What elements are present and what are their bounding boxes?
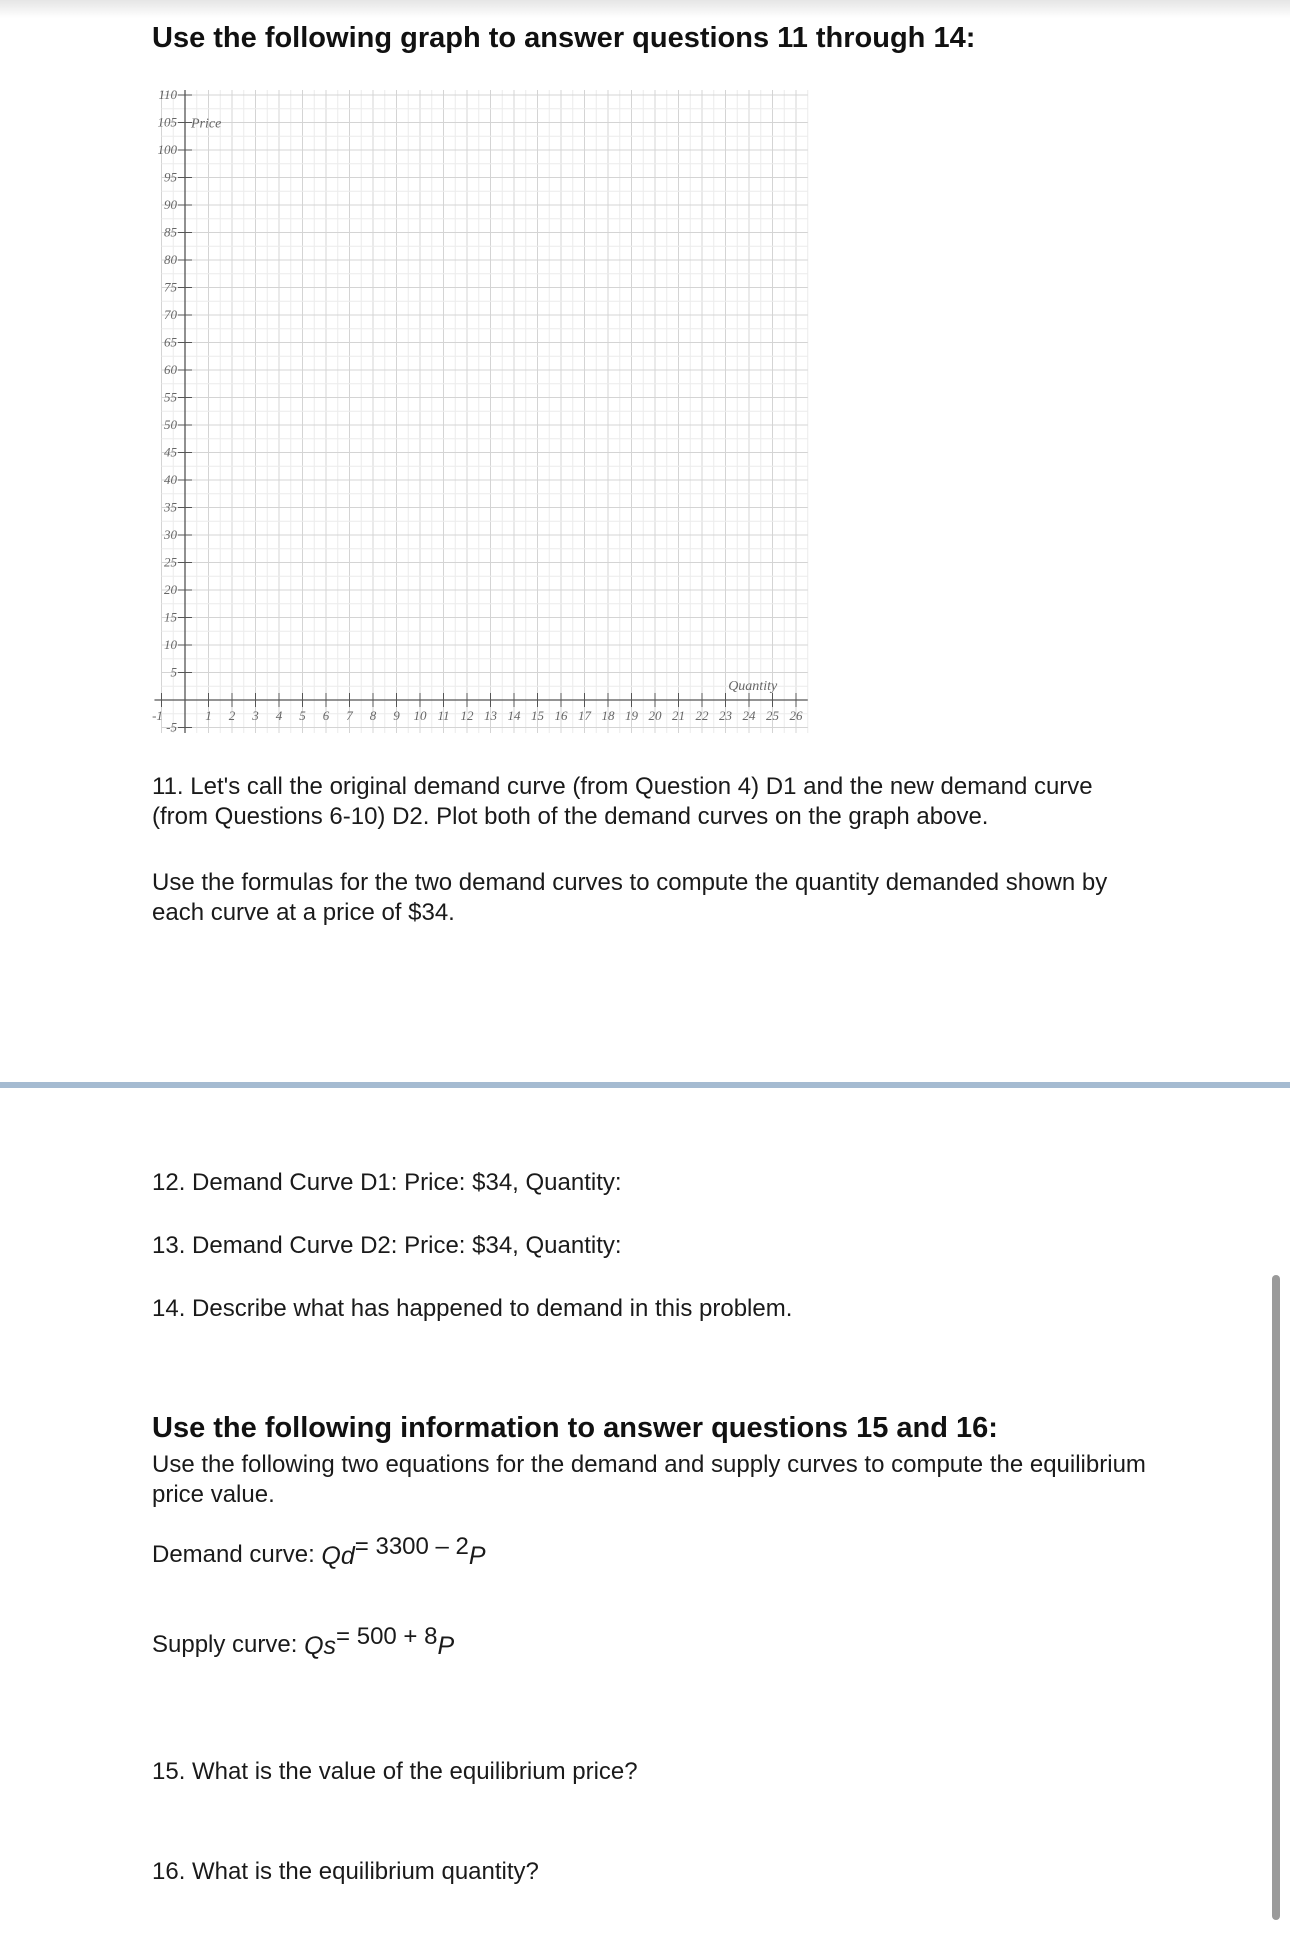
question-16: 16. What is the equilibrium quantity? [152, 1858, 539, 1885]
y-tick-label: 45 [164, 444, 177, 460]
x-tick-label: 1 [205, 708, 212, 723]
y-tick-label: 15 [164, 609, 177, 625]
equilibrium-instruction: Use the following two equations for the demand and supply curves to compute the equilibrium price value. [152, 1451, 1146, 1508]
demand-equation-variable: Qd [321, 1542, 355, 1570]
x-tick-label: 3 [252, 708, 259, 723]
blank-graph[interactable] [140, 90, 810, 750]
y-tick-label: 65 [164, 334, 177, 350]
y-tick-label: 40 [164, 472, 177, 487]
y-tick-label: 10 [164, 637, 177, 652]
y-axis-label: Price [191, 116, 222, 132]
y-tick-label: -5 [166, 719, 177, 735]
question-11-instruction: Use the formulas for the two demand curves to compute the quantity demanded shown by each curve at a price of $34. [152, 869, 1108, 926]
x-tick-label: 21 [672, 708, 685, 723]
section-heading-equilibrium: Use the following information to answer questions 15 and 16: [152, 1412, 998, 1444]
x-tick-label: 11 [437, 708, 450, 723]
y-tick-label: 95 [164, 169, 177, 185]
question-13: 13. Demand Curve D2: Price: $34, Quantity: [152, 1232, 622, 1259]
x-tick-label: -1 [152, 708, 163, 723]
x-tick-label: 13 [484, 708, 497, 723]
x-tick-label: 7 [346, 708, 353, 723]
supply-equation-rhs: = 500 + 8 [336, 1623, 438, 1650]
y-tick-label: 80 [164, 252, 177, 267]
x-tick-label: 24 [742, 708, 756, 723]
x-tick-label: 23 [719, 708, 732, 723]
x-tick-label: 9 [393, 708, 400, 723]
section-divider [0, 1082, 1290, 1088]
y-tick-label: 55 [164, 389, 177, 405]
x-tick-label: 22 [695, 708, 709, 723]
question-15: 15. What is the value of the equilibrium price? [152, 1758, 638, 1785]
x-tick-label: 25 [766, 708, 779, 723]
x-tick-label: 18 [601, 708, 615, 723]
x-tick-label: 10 [413, 708, 427, 723]
supply-equation-price-var: P [437, 1632, 455, 1660]
supply-equation-label: Supply curve: [152, 1631, 298, 1658]
page-scrollbar[interactable] [1272, 1275, 1280, 1920]
x-tick-label: 16 [554, 708, 568, 723]
x-tick-label: 12 [460, 708, 474, 723]
x-tick-label: 5 [299, 708, 306, 723]
x-tick-label: 4 [275, 708, 283, 723]
x-tick-label: 20 [648, 708, 662, 723]
demand-equation-price-var: P [468, 1542, 486, 1570]
x-tick-label: 26 [789, 708, 803, 723]
y-tick-label: 100 [157, 142, 177, 157]
y-tick-label: 20 [164, 582, 177, 597]
x-tick-label: 2 [228, 708, 236, 723]
y-tick-label: 35 [164, 499, 177, 515]
supply-equation [152, 1623, 455, 1660]
y-tick-label: 5 [170, 664, 177, 680]
demand-equation [152, 1533, 486, 1570]
top-shadow [0, 0, 1290, 18]
x-tick-label: 6 [322, 708, 330, 723]
x-axis-label: Quantity [728, 679, 778, 694]
graph-grid-svg[interactable] [140, 90, 810, 750]
x-tick-label: 8 [369, 708, 377, 723]
demand-equation-label: Demand curve: [152, 1541, 315, 1568]
y-tick-label: 70 [164, 307, 177, 322]
section-heading-graph: Use the following graph to answer questions 11 through 14: [152, 22, 976, 54]
question-14: 14. Describe what has happened to demand in this problem. [152, 1295, 793, 1322]
question-11: 11. Let's call the original demand curve (from Question 4) D1 and the new demand curve (from Questions 6-10) D2. Plot both of the demand curves on the graph above. [152, 773, 1093, 830]
y-tick-label: 110 [158, 90, 177, 102]
x-tick-label: 14 [507, 708, 521, 723]
y-tick-label: 105 [157, 114, 177, 130]
y-tick-label: 85 [164, 224, 177, 240]
y-tick-label: 30 [164, 527, 177, 542]
y-tick-label: 60 [164, 362, 177, 377]
question-12: 12. Demand Curve D1: Price: $34, Quantity: [152, 1169, 622, 1196]
x-tick-label: 17 [578, 708, 591, 723]
x-tick-label: 15 [531, 708, 544, 723]
demand-equation-rhs: = 3300 – 2 [354, 1533, 469, 1560]
y-tick-label: 90 [164, 197, 177, 212]
supply-equation-variable: Qs [304, 1632, 337, 1660]
y-tick-label: 50 [164, 417, 177, 432]
y-tick-label: 25 [164, 554, 177, 570]
y-tick-label: 75 [164, 279, 177, 295]
x-tick-label: 19 [625, 708, 638, 723]
